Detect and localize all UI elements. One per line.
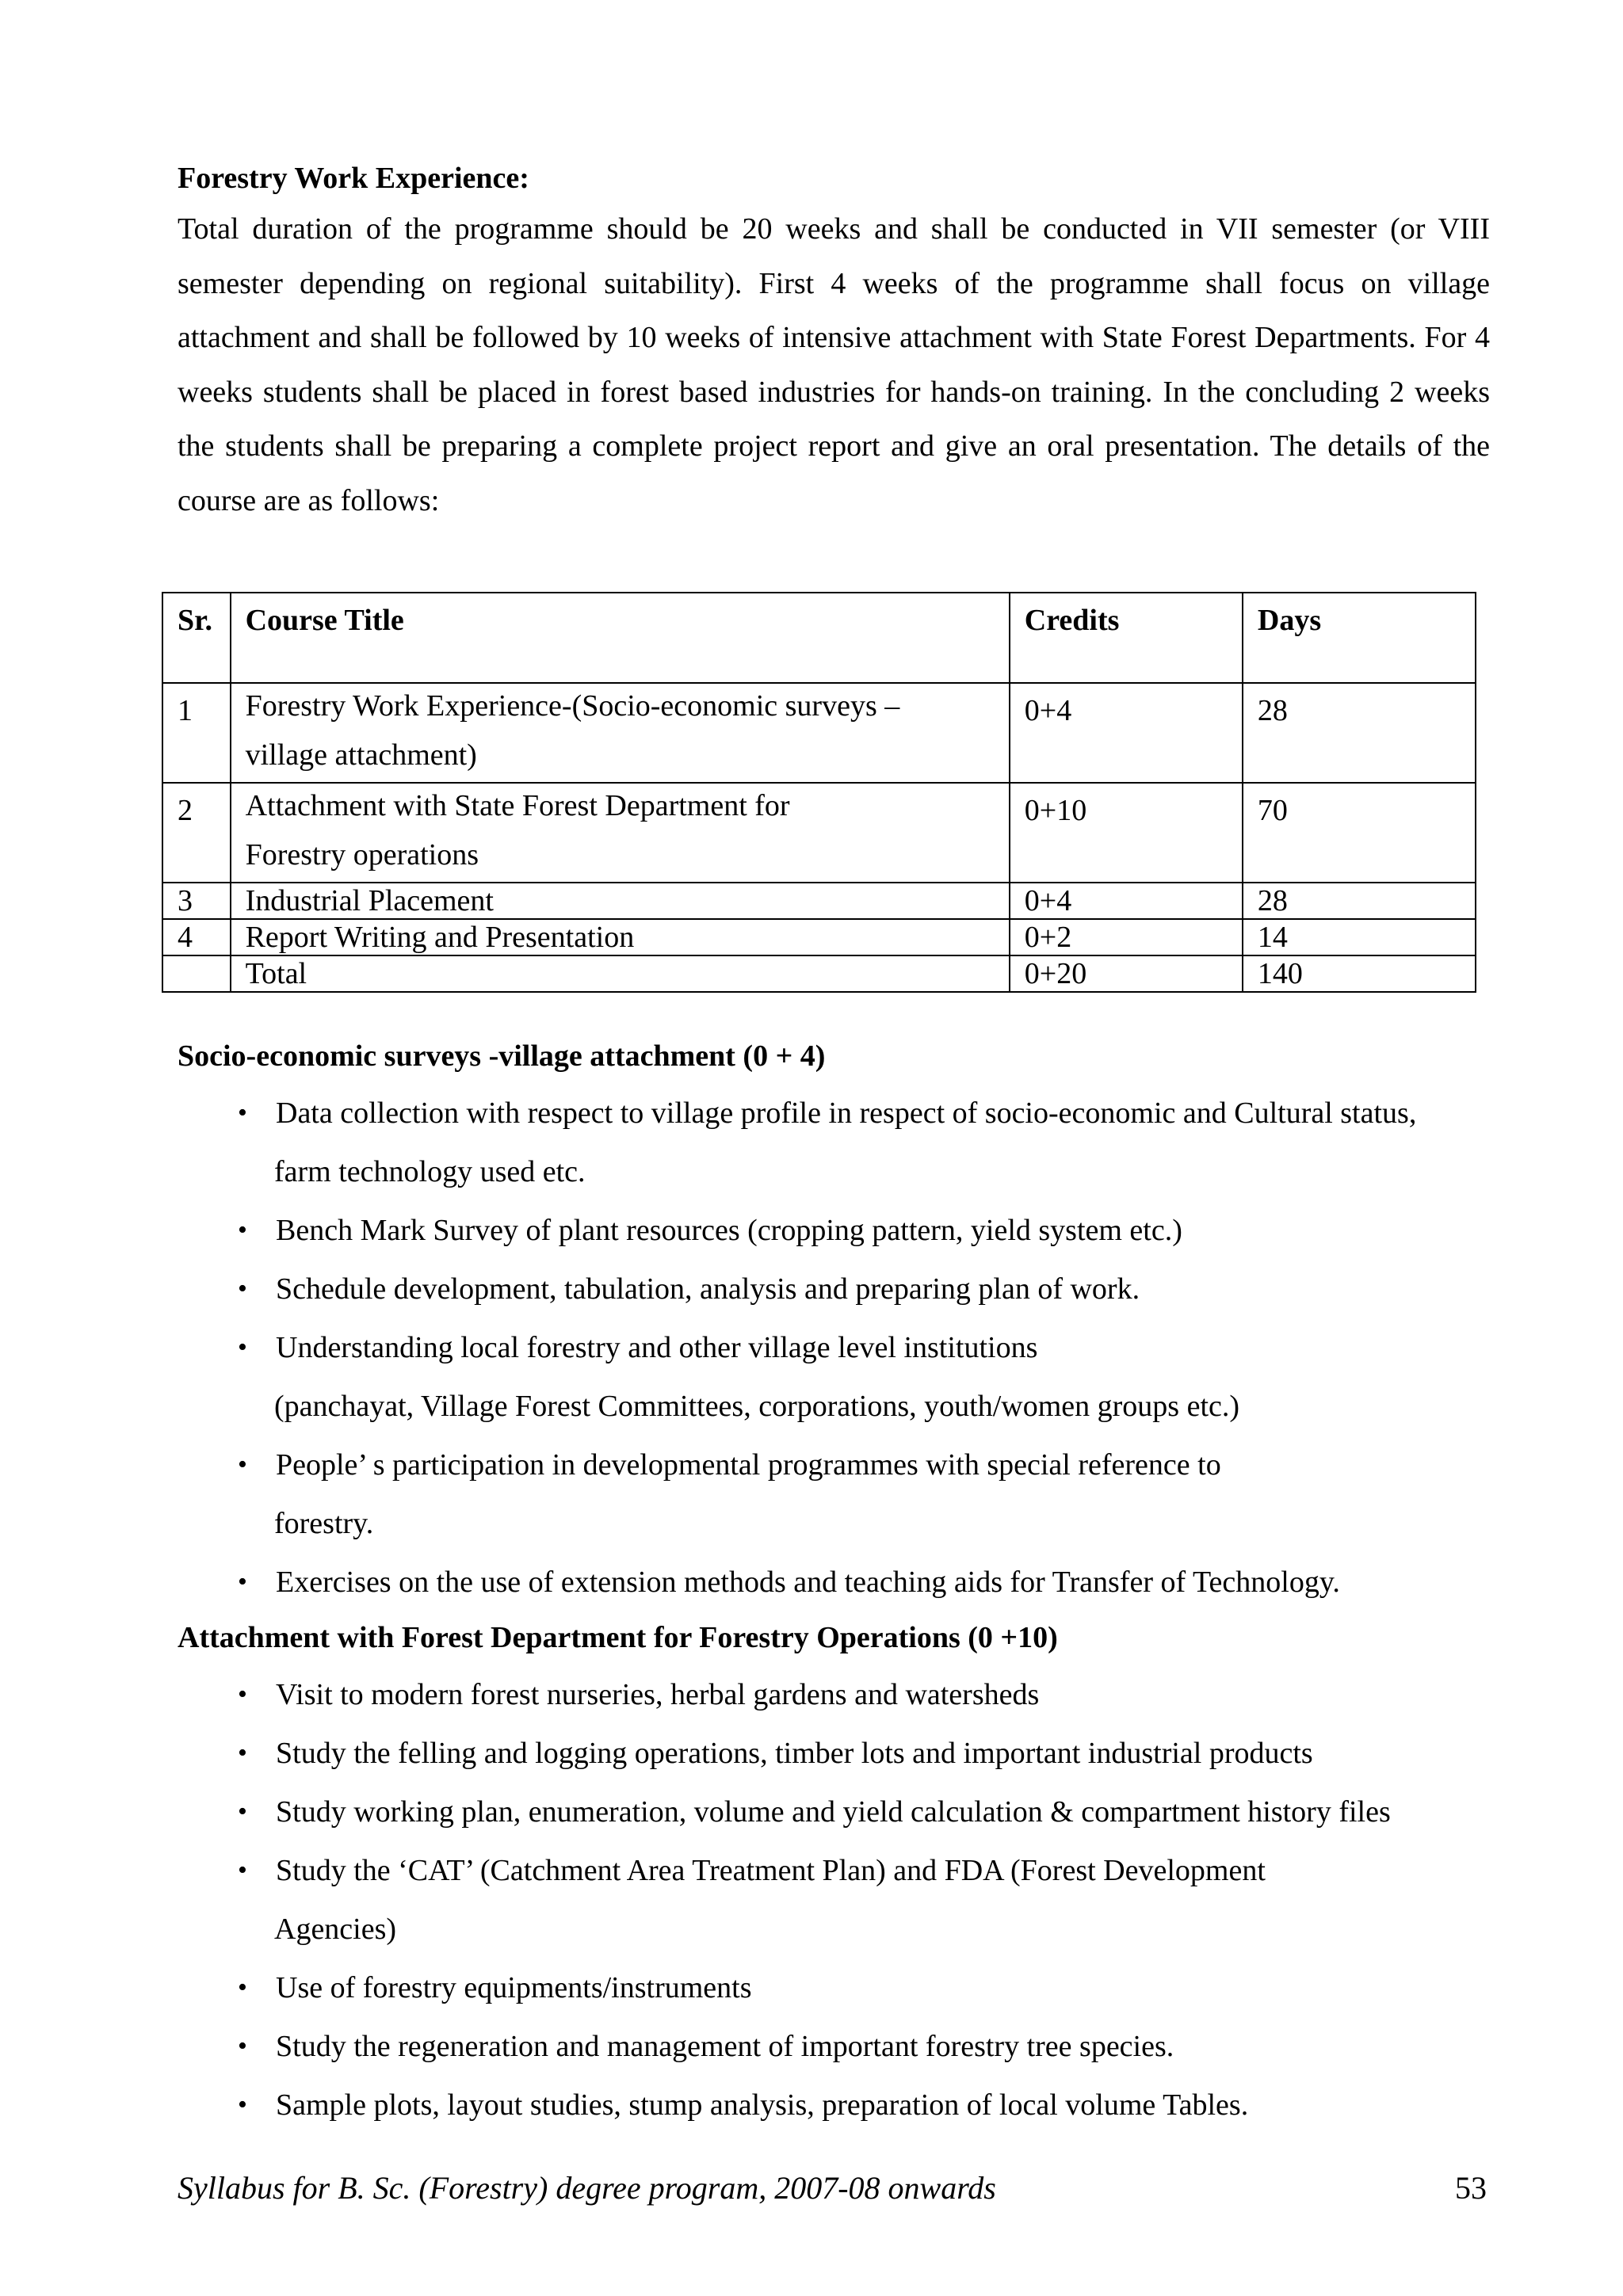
list-item-line: Data collection with respect to village profile in respect of socio-economic and Cultural status,	[276, 1097, 1417, 1130]
table-row	[162, 919, 1476, 955]
list-item	[238, 1553, 1506, 1611]
list-item	[238, 1201, 1506, 1260]
cell-days: 28	[1243, 883, 1476, 919]
section2-heading: Attachment with Forest Department for Forestry Operations (0 +10)	[178, 1621, 1058, 1654]
list-item-line: Schedule development, tabulation, analysis and preparing plan of work.	[276, 1272, 1140, 1306]
list-item	[238, 1260, 1506, 1318]
list-item-line: Visit to modern forest nurseries, herbal gardens and watersheds	[276, 1678, 1040, 1711]
list-item-line: Agencies)	[274, 1913, 397, 1946]
list-item	[238, 1783, 1506, 1841]
list-item	[238, 1436, 1506, 1553]
list-item-line: Sample plots, layout studies, stump analysis, preparation of local volume Tables.	[276, 2088, 1249, 2122]
header-credits: Credits	[1010, 593, 1243, 683]
list-item-line: Exercises on the use of extension methods and teaching aids for Transfer of Technology.	[276, 1566, 1340, 1599]
list-item	[238, 1724, 1506, 1783]
cell-title-line: Attachment with State Forest Department for	[245, 789, 790, 822]
cell-title: Report Writing and Presentation	[231, 919, 1010, 955]
footer-text: Syllabus for B. Sc. (Forestry) degree program, 2007-08 onwards	[178, 2170, 996, 2206]
list-item	[238, 1958, 1506, 2017]
intro-paragraph: Total duration of the programme should be 20 weeks and shall be conducted in VII semester (or VIII semester depending on regional suitability). First 4 weeks of the programme shall focus on village attachment and shall be followed by 10 weeks of intensive attachment with State Forest Departments. For 4 weeks students shall be placed in forest based industries for hands-on training. In the concluding 2 weeks the students shall be preparing a complete project report and give an oral presentation. The details of the course are as follows:	[178, 212, 1490, 517]
table-header-row	[162, 593, 1476, 683]
table-row	[162, 683, 1476, 783]
cell-sr: 1	[162, 683, 231, 783]
cell-sr	[162, 955, 231, 992]
course-table	[162, 592, 1476, 993]
list-item	[238, 1318, 1506, 1436]
cell-days: 28	[1243, 683, 1476, 783]
cell-sr: 2	[162, 783, 231, 883]
section1-list	[238, 1084, 1506, 1611]
list-item-line: People’ s participation in developmental programmes with special reference to	[276, 1448, 1221, 1482]
list-item	[238, 2017, 1506, 2076]
cell-days: 14	[1243, 919, 1476, 955]
cell-days: 70	[1243, 783, 1476, 883]
section-title: Forestry Work Experience:	[178, 162, 529, 195]
cell-credits: 0+20	[1010, 955, 1243, 992]
list-item	[238, 1084, 1506, 1201]
cell-title-line: Forestry Work Experience-(Socio-economic surveys –	[245, 689, 900, 723]
header-course-title: Course Title	[231, 593, 1010, 683]
list-item-line: Bench Mark Survey of plant resources (cropping pattern, yield system etc.)	[276, 1214, 1182, 1247]
list-item-line: Understanding local forestry and other village level institutions	[276, 1331, 1038, 1364]
cell-title	[231, 683, 1010, 783]
cell-days: 140	[1243, 955, 1476, 992]
section1-heading: Socio-economic surveys -village attachment (0 + 4)	[178, 1039, 826, 1073]
table-row	[162, 783, 1476, 883]
list-item-line: Study the regeneration and management of important forestry tree species.	[276, 2030, 1174, 2063]
section2-list	[238, 1665, 1506, 2134]
list-item	[238, 2076, 1506, 2134]
list-item-line: Use of forestry equipments/instruments	[276, 1971, 752, 2004]
cell-sr: 3	[162, 883, 231, 919]
page-number: 53	[1455, 2170, 1487, 2206]
list-item	[238, 1665, 1506, 1724]
cell-title-line: village attachment)	[245, 738, 477, 772]
list-item-line: Study the ‘CAT’ (Catchment Area Treatment Plan) and FDA (Forest Development	[276, 1854, 1266, 1887]
cell-credits: 0+4	[1010, 683, 1243, 783]
cell-title: Industrial Placement	[231, 883, 1010, 919]
header-sr: Sr.	[162, 593, 231, 683]
list-item-line: (panchayat, Village Forest Committees, corporations, youth/women groups etc.)	[274, 1390, 1240, 1423]
cell-sr: 4	[162, 919, 231, 955]
list-item-line: Study the felling and logging operations, timber lots and important industrial products	[276, 1737, 1313, 1770]
cell-credits: 0+4	[1010, 883, 1243, 919]
cell-title	[231, 783, 1010, 883]
table-total-row	[162, 955, 1476, 992]
table-row	[162, 883, 1476, 919]
list-item-line: Study working plan, enumeration, volume and yield calculation & compartment history files	[276, 1795, 1391, 1829]
cell-title-line: Forestry operations	[245, 838, 479, 871]
header-days: Days	[1243, 593, 1476, 683]
cell-credits: 0+10	[1010, 783, 1243, 883]
list-item-line: farm technology used etc.	[274, 1155, 586, 1188]
cell-credits: 0+2	[1010, 919, 1243, 955]
list-item	[238, 1841, 1506, 1958]
list-item-line: forestry.	[274, 1507, 374, 1540]
cell-title: Total	[231, 955, 1010, 992]
